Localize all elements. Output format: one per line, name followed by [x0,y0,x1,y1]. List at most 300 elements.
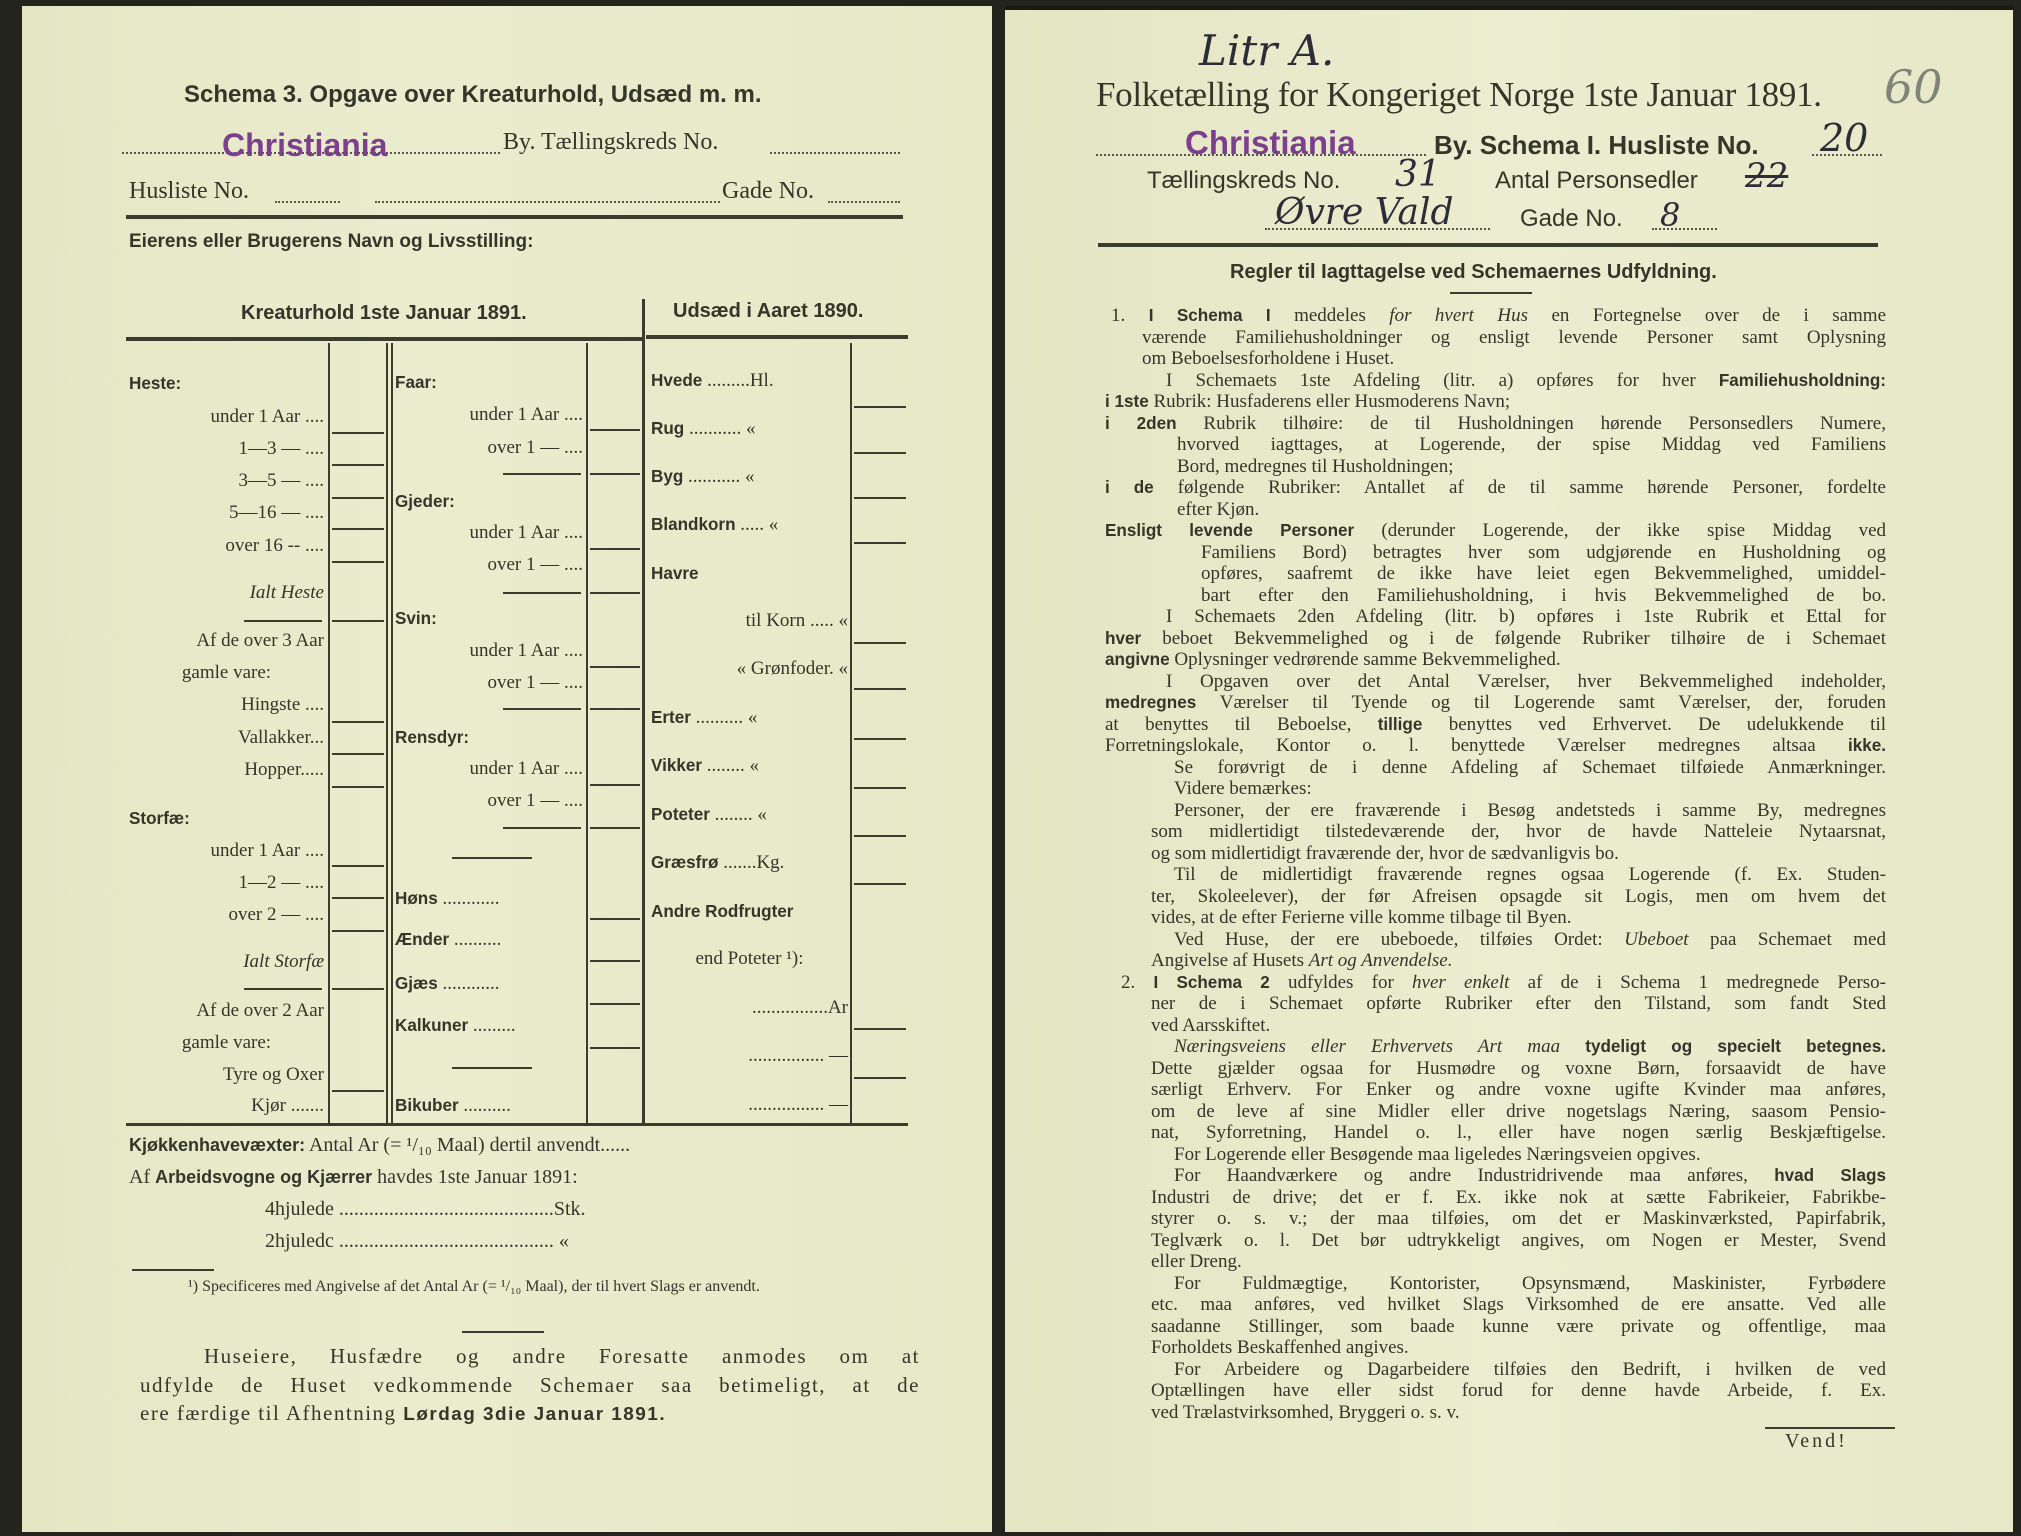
col2-row [395,973,583,995]
page-number-handwritten: 60 [1884,60,1943,114]
text-segment: over 16 -- .... [225,535,324,556]
rules-line [1151,843,1886,864]
text-segment: 5—16 — .... [229,502,324,523]
text-segment: Forholdets Beskaffenhed angives. [1151,1337,1409,1358]
text-segment: ved Trælastvirksomhed, Bryggeri o. s. v. [1151,1401,1460,1423]
col2-row [395,1015,583,1037]
text-segment: under 1 Aar .... [469,522,583,543]
text-segment: (derunder Logerende, der ikke spise Middag ved [1354,520,1887,541]
city-stamp-right: Christiania [1185,124,1356,161]
entry-line [854,452,906,454]
text-segment: og som midlertidigt fraværende der, hvor de sædvanligvis bo. [1151,842,1619,864]
text-segment: hver [1105,628,1142,648]
rules-line [1201,542,1886,563]
text-segment: 1. [1111,305,1149,326]
col2-separator-rule [452,1067,532,1069]
text-segment: 3—5 — .... [238,470,324,491]
text-segment: Rubrik: Husfaderens eller Husmoderens Navn; [1148,391,1511,412]
text-segment: Af [129,1166,156,1188]
text-segment: Teglværk o. l. Det bør udtrykkeligt angives, om Nogen er Mester, Svend [1151,1229,1886,1251]
rules-line [1151,1187,1886,1208]
rules-line [1174,929,1886,950]
text-segment: havdes 1ste Januar 1891: [372,1166,578,1188]
entry-line [590,473,640,475]
rules-line [1151,1079,1886,1100]
text-segment: Storfæ: [129,809,190,828]
rules-heading: Regler til Iagttagelse ved Schemaernes Udfyldning. [1230,261,1717,283]
col3-row [651,997,848,1019]
col1-row [129,759,324,781]
rules-line [1174,1165,1886,1186]
left-title: Schema 3. Opgave over Kreaturhold, Udsæd m. m. [184,81,762,108]
col2-row [395,522,583,544]
vend-label: Vend! [1785,1430,1848,1452]
text-segment: Poteter [651,805,710,824]
text-segment: Optællingen have eller sidst forud for denne havde Arbeide, f. Ex. [1151,1380,1886,1401]
col2-row [395,491,583,513]
gade-dotted-line [375,201,720,203]
text-segment: under 1 Aar .... [210,406,324,427]
notice-line [204,1345,920,1367]
col1-row [129,694,324,716]
text-segment: Erter [651,708,691,727]
text-segment: ter, Skoleelever), der før Afreisen opsagde sit Logis, men om hvem det [1151,885,1886,907]
col2-row [395,640,583,662]
text-segment: For Logerende eller Besøgende maa ligeledes Næringsveien opgives. [1174,1143,1701,1165]
rules-line [1151,950,1886,971]
text-segment: I Schema 2 [1153,972,1270,992]
text-segment: for hvert Hus [1389,305,1529,326]
entry-line [332,1090,384,1092]
col2-row [395,608,583,630]
entry-line [854,542,906,544]
text-segment: i de [1105,478,1154,497]
owner-label: Eierens eller Brugerens Navn og Livsstilling: [129,231,534,252]
entry-line [332,620,384,622]
col2-row [395,727,583,749]
text-segment: Til de midlertidigt fraværende regnes ogsaa Logerende (f. Ex. Studen- [1174,864,1886,885]
text-segment: over 1 — .... [487,437,583,458]
entry-line [854,688,906,690]
husliste-dotted-line [275,201,340,203]
rules-line [1151,1380,1886,1401]
text-segment: Værelser til Tyende og til Logerende samt Værelser, der, foruden [1196,692,1886,713]
rules-line [1151,1402,1886,1423]
col2-row [395,758,583,780]
text-segment: ............ [437,973,500,994]
kreds-label: Tællingskreds No. [1147,167,1341,194]
by-kreds-label: By. Tællingskreds No. [503,129,719,155]
header-rule [126,215,903,219]
text-segment: ........... « [684,418,756,439]
text-segment: Se forøvrigt de i denne Afdeling af Schemaet tilføiede Anmærkninger. [1174,756,1886,778]
text-segment: I Schema I [1148,306,1271,325]
subtotal-line [503,592,581,594]
col2-row [395,404,583,426]
text-segment: efter Kjøn. [1177,498,1260,520]
rules-line [1151,1208,1886,1229]
text-segment: Høns [395,889,438,908]
text-segment: I Opgaven over det Antal Værelser, hver Bekvemmelighed indeholder, [1166,670,1886,692]
entry-line [332,930,384,932]
col2-row [395,929,583,951]
text-segment: Gjeder: [395,492,455,511]
col1-row [129,406,324,428]
footnote: ¹) Specificeres med Angivelse af det Antal Ar (= ¹/₁₀ Maal), der til hvert Slags er anvendt. [188,1278,760,1295]
text-segment: Hingste .... [241,694,324,715]
text-segment: For Fuldmægtige, Kontorister, Opsynsmænd, Maskinister, Fyrbødere [1174,1272,1886,1294]
text-segment: Tyre og Oxer [222,1064,324,1085]
notice-line [140,1374,920,1396]
text-segment: Af de over 2 Aar [196,1000,324,1021]
text-segment: Havre [651,564,699,583]
kreds-dotted-line [770,152,900,154]
col1-row [129,630,324,652]
text-segment: Næringsveiens eller Erhvervets Art maa [1174,1036,1561,1057]
col2-separator-rule [452,857,532,859]
text-segment: eller Dreng. [1151,1251,1242,1272]
text-segment: tillige [1377,714,1423,734]
rules-line [1151,1101,1886,1122]
text-segment: Angivelse af Husets [1151,950,1309,971]
rules-line [1174,1359,1886,1380]
text-segment: Antal Ar (= ¹/₁₀ Maal) dertil anvendt...... [305,1134,631,1156]
col3-row [651,804,848,826]
text-segment: Kjør ....... [251,1095,324,1116]
schema-husliste-label: By. Schema I. Husliste No. [1434,130,1759,160]
text-segment: Hopper..... [244,759,324,780]
text-segment: ........... « [683,466,755,487]
entry-line [854,1028,906,1030]
col3-row [651,1094,848,1116]
rules-line [1105,628,1886,649]
entry-line [590,548,640,550]
top-edge [1005,6,2013,10]
col2-row [395,888,583,910]
col3-row [651,658,848,680]
text-segment: Dette gjælder ogsaa for Husmødre og voxne Børn, forsaavidt de have [1151,1057,1886,1079]
entry-line [854,497,906,499]
text-segment: beboet Bekvemmelighed og i de følgende Rubriker tilhøire de i Schemaet [1141,627,1886,649]
rules-line [1174,864,1886,885]
text-segment: tydeligt og specielt betegnes. [1560,1037,1886,1056]
col1-row [129,470,324,492]
entry-line [332,561,384,563]
rules-line [1151,1337,1886,1358]
text-segment: Ænder [395,930,450,949]
entry-line [854,1077,906,1079]
text-segment: ner de i Schemaet opførte Rubriker efter den Tilstand, som fandt Sted [1151,993,1886,1014]
rules-line [1105,413,1886,434]
rules-line [1174,1144,1886,1165]
notice-line [140,1402,920,1426]
text-segment: Rubrik tilhøire: de til Husholdningen hørende Personsedlers Numere, [1176,412,1886,434]
text-segment: .........Hl. [702,370,774,391]
rules-line [1142,348,1886,369]
col1-double-line-a [386,343,388,1123]
rules-line [1174,757,1886,778]
four-wheel-line: 4hjulede ...........................................Stk. [265,1198,586,1220]
entry-line [590,429,640,431]
text-segment: i 1ste [1105,392,1149,411]
text-segment: 2. [1121,971,1154,993]
text-segment: ..... « [735,514,779,535]
subtotal-line [503,827,581,829]
gade-no-dotted-line [1652,228,1717,230]
col1-row [129,808,324,830]
text-segment: Lørdag 3die Januar 1891. [403,1404,667,1425]
text-segment: Ialt Storfæ [243,951,324,972]
col1-row [129,502,324,524]
text-segment: ................ — [748,1045,848,1066]
text-segment: I Schemaets 2den Afdeling (litr. b) opføres i 1ste Rubrik et Ettal for [1166,606,1886,627]
subtotal-line [503,473,581,475]
rules-line [1151,821,1886,842]
text-segment: over 1 — .... [487,554,583,575]
col1-row [129,1095,324,1117]
col1-row [129,727,324,749]
text-segment: Ubeboet [1624,928,1689,950]
col3-row [651,370,848,392]
kitchen-garden-line [129,1134,630,1156]
rules-line [1105,391,1886,412]
text-segment: Kalkuner [395,1016,469,1035]
text-segment: Videre bemærkes: [1174,778,1312,799]
col3-row [651,707,848,729]
text-segment: værende Familiehusholdninger og ensligt levende Personer samt Oplysning [1142,326,1886,348]
antal-value: 22 [1745,156,1789,196]
section-divider [642,299,645,1124]
text-segment: over 2 — .... [228,904,324,925]
col2-row [395,790,583,812]
text-segment: Ved Huse, der ere ubeboede, tilføies Ordet: [1174,928,1625,950]
text-segment: Bord, medregnes til Husholdningen; [1177,455,1454,477]
text-segment: bart efter den Familiehusholdning, i hvis Bekvemmelighed de bo. [1201,584,1886,606]
husliste-dotted-line [1812,154,1882,156]
gade-no-dotted-line [828,201,900,203]
entry-line [590,666,640,668]
text-segment: vides, at de efter Ferierne ville komme tilbage til Byen. [1151,907,1572,928]
col3-row [651,514,848,536]
text-segment: Ensligt levende Personer [1105,521,1355,540]
rules-line [1151,1230,1886,1251]
text-segment: nat, Syforretning, Handel o. l., eller have nogen særlig Beskjæftigelse. [1151,1122,1886,1143]
text-segment: Faar: [395,373,437,392]
text-segment: Forretningslokale, Kontor o. l. benyttede Værelser medregnes altsaa [1105,735,1848,756]
col2-row [395,1095,583,1117]
text-segment: Vikker [651,756,703,775]
entry-line [854,883,906,885]
notice-rule [462,1331,544,1333]
text-segment: ............ [437,888,500,909]
text-segment: Ialt Heste [249,582,324,603]
text-segment: .......... [458,1095,511,1116]
table-header-rule-left [126,337,642,341]
text-segment: .......Kg. [718,852,785,873]
text-segment: Industri de drive; det er f. Ex. ikke nok at sætte Fabrikeier, Fabrikbe- [1151,1186,1886,1208]
text-segment: ved Aarsskiftet. [1151,1014,1271,1036]
col1-row [129,1064,324,1086]
text-segment: særligt Erhverv. For Enker og andre voxne ugifte Kvinder maa anføres, [1151,1079,1886,1100]
text-segment: etc. maa anføres, ved hvilket Slags Virksomhed de ere ansatte. Ved alle [1151,1294,1886,1315]
rules-line [1151,993,1886,1014]
rules-line [1105,735,1886,756]
text-segment: opføres, saafremt de ikke have leiet egen Bekvemmelighed, umiddel- [1201,563,1886,584]
text-segment: Art og Anvendelse. [1308,950,1453,971]
col2-row [395,437,583,459]
husliste-label: Husliste No. [129,178,249,204]
entry-line [590,708,640,710]
rules-line [1151,1316,1886,1337]
text-segment: Oplysninger vedrørende samme Bekvemmelighed. [1169,649,1561,670]
text-segment: ................ — [748,1094,848,1115]
street-value: Øvre Vald [1275,192,1454,233]
text-segment: 1—3 — .... [238,438,324,459]
col3-row [651,852,848,874]
col1-row [129,535,324,557]
col1-entry-line [328,343,330,1123]
entry-line [590,1003,640,1005]
rules-line [1105,714,1886,735]
header-seed: Udsæd i Aaret 1890. [673,300,864,322]
text-segment: Hvede [651,371,703,390]
text-segment: ........ « [702,755,760,776]
rules-line [1151,907,1886,928]
text-segment: Familiehusholdning: [1718,370,1886,390]
litr-handwritten: Litr A. [1199,26,1335,75]
two-wheel-line: 2hjuledc ........................................... « [265,1230,569,1252]
col3-row [651,563,848,585]
right-title: Folketælling for Kongeriget Norge 1ste Januar 1891. [1096,75,1822,114]
col1-row [129,438,324,460]
text-segment: Af de over 3 Aar [196,630,324,651]
col1-row [129,872,324,894]
text-segment: For Arbeidere og Dagarbeidere tilføies den Bedrift, i hvilken de ved [1174,1358,1886,1380]
col1-row [129,662,324,684]
rules-line [1177,434,1886,455]
text-segment: under 1 Aar .... [210,840,324,861]
text-segment: hver enkelt [1412,971,1510,993]
text-segment: en Fortegnelse over de i samme [1528,305,1887,326]
text-segment: Byg [651,467,684,486]
footnote-rule [132,1269,214,1271]
entry-line [590,827,640,829]
text-segment: hvad Slags [1774,1166,1886,1185]
text-segment: Rensdyr: [395,728,470,747]
entry-line [854,738,906,740]
text-segment: Personer, der ere fraværende i Besøg andetsteds i samme By, medregnes [1174,799,1886,821]
text-segment: Kjøkkenhavevæxter: [129,1135,306,1155]
entry-line [590,784,640,786]
text-segment: medregnes [1105,693,1197,712]
text-segment: Familiens Bord) betragtes hver som udgjørende en Husholdning og [1201,541,1886,563]
rules-line [1151,1251,1886,1272]
text-segment: om de leve af sine Midler eller drive nogetslags Næring, saasom Pensio- [1151,1100,1886,1122]
text-segment: i 2den [1105,413,1177,433]
col2-row [395,672,583,694]
kreds-no-value: 31 [1395,154,1441,195]
col3-row [651,466,848,488]
col3-row [651,901,848,923]
text-segment: Gjæs [395,974,438,993]
antal-label: Antal Personsedler [1495,167,1698,194]
rules-line [1151,1015,1886,1036]
gade-label: Gade No. [722,178,814,204]
rules-line [1105,692,1886,713]
rules-line [1174,1273,1886,1294]
text-segment: under 1 Aar .... [469,404,583,425]
text-segment: angivne [1105,650,1170,669]
text-segment: ikke. [1847,736,1886,755]
rules-line [1201,563,1886,584]
rules-line [1151,886,1886,907]
text-segment: til Korn ..... « [745,610,848,631]
gade-no-value: 8 [1660,196,1681,234]
col1-row [129,904,324,926]
entry-line [332,865,384,867]
col1-row [129,951,324,973]
rules-line [1105,520,1886,541]
city-stamp-left: Christiania [222,127,388,163]
col2-entry-line [586,343,588,1123]
col2-row [395,372,583,394]
wagons-line [129,1166,578,1188]
text-segment: Heste: [129,374,182,393]
entry-line [590,1047,640,1049]
text-segment: som midlertidigt tilstedeværende der, hvor de havde Natteleie Nytaarsnat, [1151,821,1886,842]
subtotal-line [244,620,322,622]
entry-line [332,786,384,788]
entry-line [590,592,640,594]
col3-row [651,610,848,632]
rules-line [1174,1036,1886,1057]
text-segment: udfylde de Huset vedkommende Schemaer saa betimeligt, at de [140,1373,920,1397]
col1-row [129,582,324,604]
rules-line [1105,649,1886,670]
col1-row [129,373,324,395]
col1-double-line-b [391,343,393,1123]
text-segment: under 1 Aar .... [469,758,583,779]
col3-row [651,418,848,440]
text-segment: af de i Schema 1 medregnede Perso- [1509,971,1887,993]
rules-line [1151,1122,1886,1143]
col3-row [651,1045,848,1067]
text-segment: For Haandværkere og andre Industridrivende maa anføres, [1174,1165,1775,1186]
col3-row [651,948,848,970]
col1-row [129,1000,324,1022]
text-segment: .......... [449,929,502,950]
text-segment: Andre Rodfrugter [651,902,794,921]
col2-row [395,554,583,576]
right-header-rule [1098,243,1878,247]
rules-heading-rule [1450,292,1532,294]
rules-line [1142,327,1886,348]
text-segment: meddeles [1270,305,1390,326]
text-segment: 1—2 — .... [238,872,324,893]
rules-line [1151,1294,1886,1315]
text-segment: benyttes ved Erhvervet. De udelukkende til [1422,713,1887,735]
text-segment: Huseiere, Husfædre og andre Foresatte anmodes om at [204,1344,920,1368]
header-livestock: Kreaturhold 1ste Januar 1891. [241,302,527,324]
text-segment: I Schemaets 1ste Afdeling (litr. a) opføres for hver [1166,369,1719,391]
entry-line [332,897,384,899]
entry-line [332,753,384,755]
rules-line [1166,370,1886,391]
rules-line [1174,800,1886,821]
rules-line [1177,499,1886,520]
text-segment: Vallakker... [237,727,324,748]
text-segment: .......... « [690,707,758,728]
